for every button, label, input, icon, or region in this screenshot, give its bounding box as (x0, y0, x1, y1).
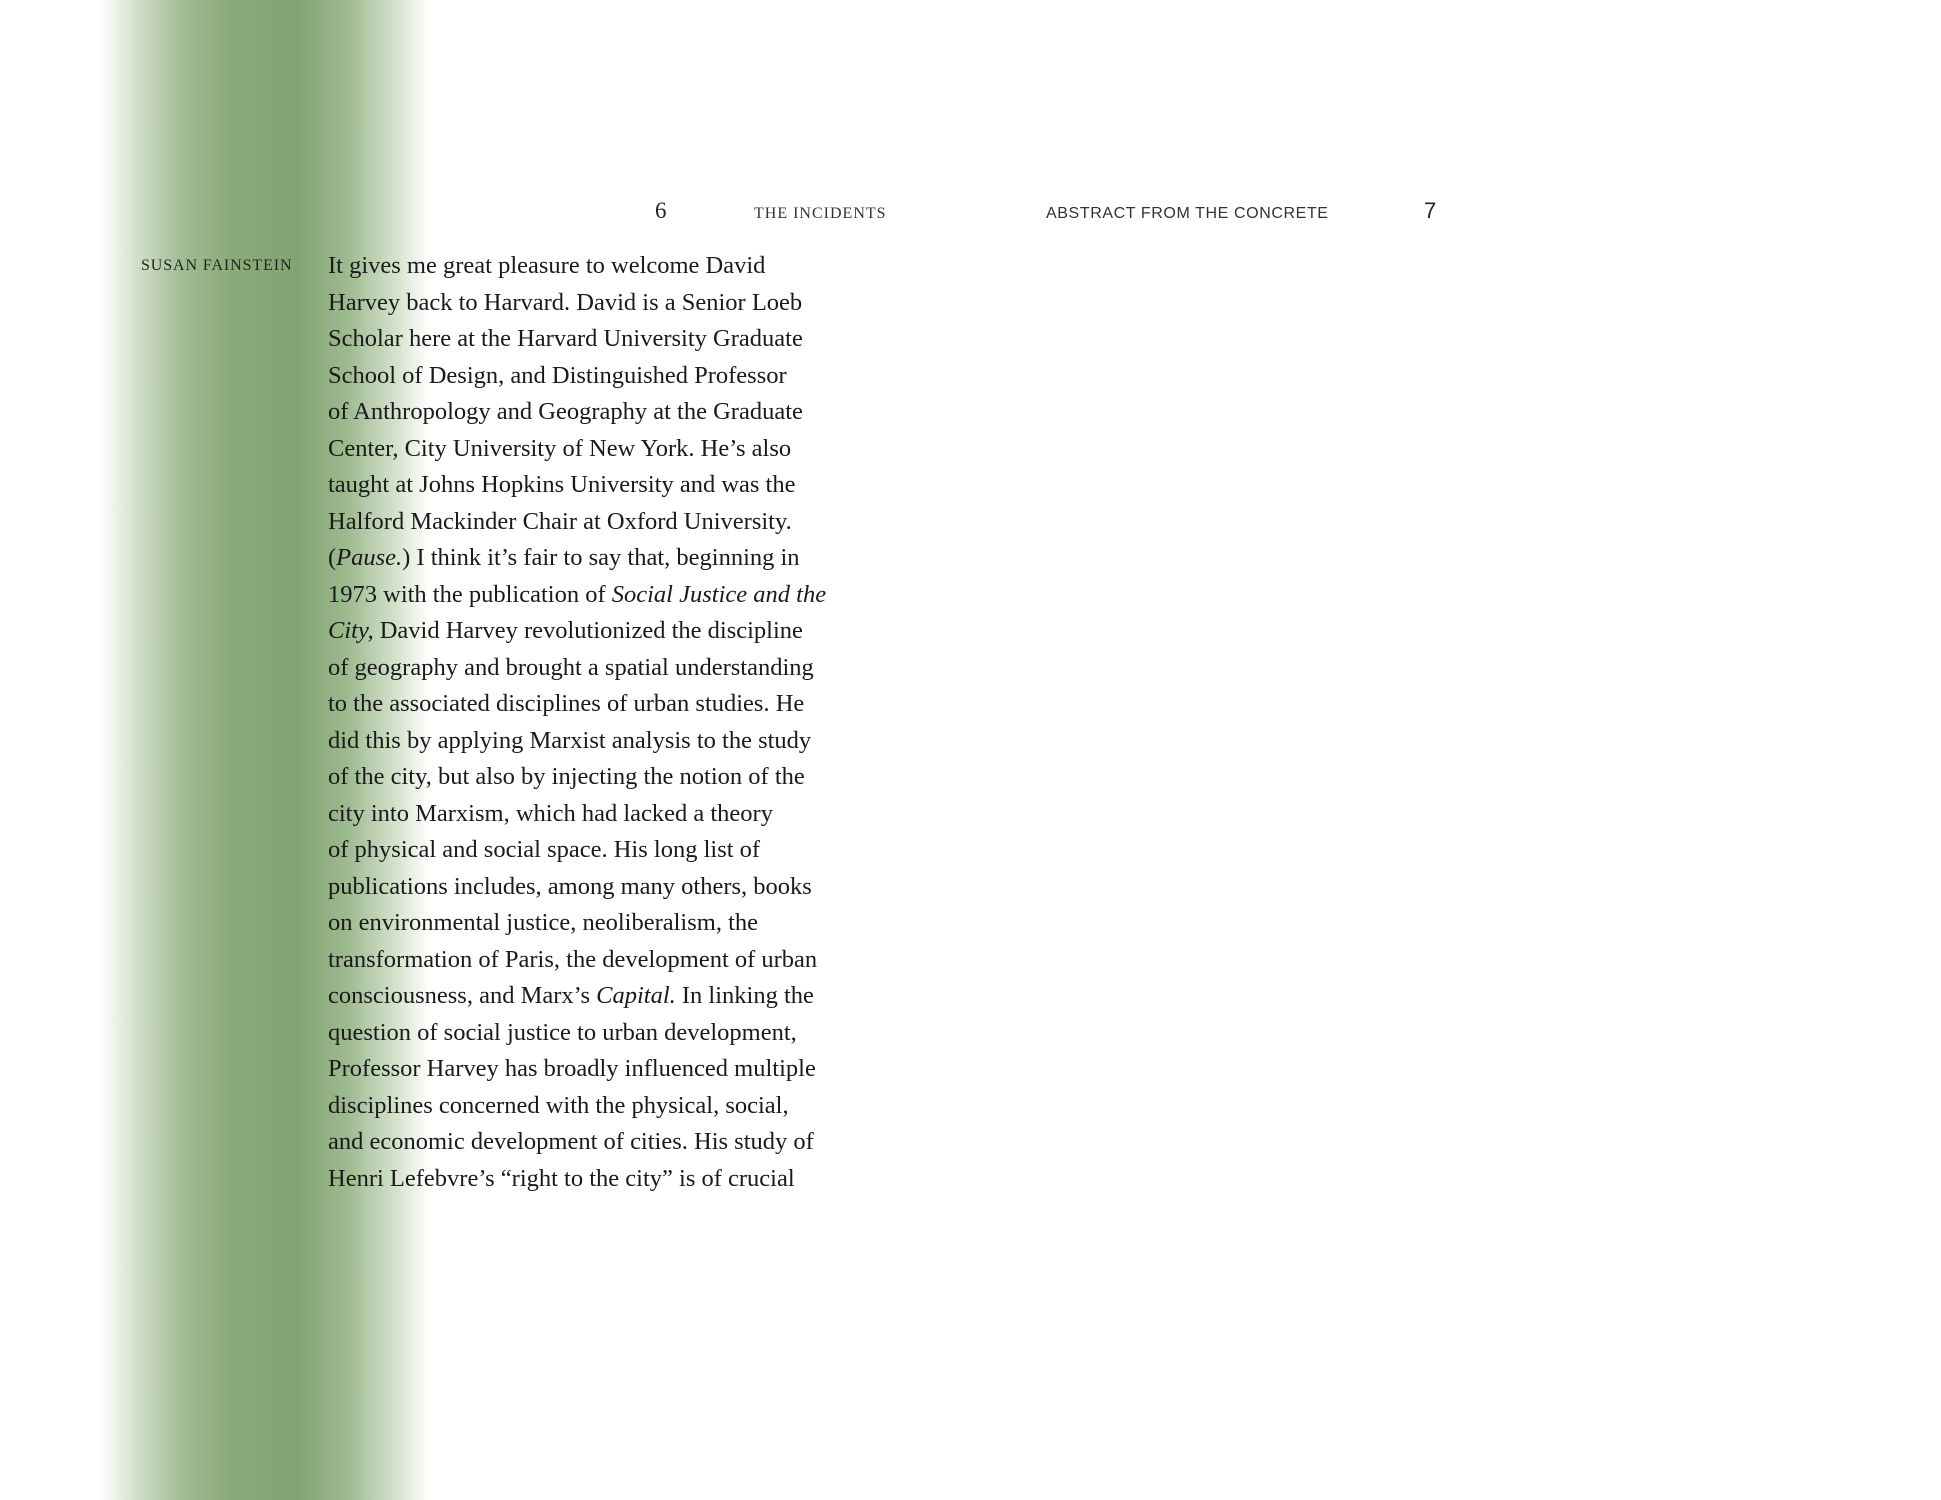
text-line: transformation of Paris, the development of urban (328, 945, 818, 973)
text-line: Center, City University of New York. He’s also (328, 434, 792, 462)
text-line: did this by applying Marxist analysis to the study (328, 726, 812, 754)
italic-pause: Pause. (336, 544, 403, 571)
text-line: (Pause.) I think it’s fair to say that, beginning in (328, 544, 800, 571)
text-line: Harvey back to Harvard. David is a Senior Loeb (328, 288, 803, 316)
italic-book-title-end: City, (328, 617, 374, 644)
text-line: city into Marxism, which had lacked a theory (328, 799, 773, 827)
body-paragraph (328, 248, 888, 1197)
text-line: to the associated disciplines of urban studies. He (328, 690, 805, 717)
text-line: question of social justice to urban development, (328, 1018, 797, 1046)
text-line: It gives me great pleasure to welcome David (328, 252, 766, 279)
left-running-head: THE INCIDENTS (754, 205, 887, 222)
text-line: 1973 with the publication of Social Justice and the (328, 580, 827, 608)
text-line: City, David Harvey revolutionized the discipline (328, 617, 803, 644)
text-line: of the city, but also by injecting the notion of the (328, 763, 805, 790)
left-page-number: 6 (655, 198, 667, 223)
text-line: of geography and brought a spatial understanding (328, 653, 814, 681)
text-line: Henri Lefebvre’s “right to the city” is of crucial (328, 1164, 795, 1192)
italic-capital: Capital. (596, 982, 676, 1009)
text-line: School of Design, and Distinguished Professor (328, 361, 787, 389)
right-running-head: ABSTRACT FROM THE CONCRETE (1046, 205, 1329, 222)
text-line: taught at Johns Hopkins University and was the (328, 471, 796, 498)
text-line: Scholar here at the Harvard University Graduate (328, 325, 803, 352)
italic-book-title: Social Justice and the (611, 580, 827, 608)
text-line: consciousness, and Marx’s Capital. In linking the (328, 982, 814, 1009)
text-line: of physical and social space. His long list of (328, 836, 761, 863)
text-line: Professor Harvey has broadly influenced multiple (328, 1055, 816, 1082)
right-page-number: 7 (1424, 198, 1437, 223)
text-line: publications includes, among many others, books (328, 872, 812, 900)
speaker-name: SUSAN FAINSTEIN (141, 257, 293, 274)
text-line: of Anthropology and Geography at the Graduate (328, 398, 803, 425)
text-line: disciplines concerned with the physical, social, (328, 1091, 789, 1119)
text-line: Halford Mackinder Chair at Oxford University. (328, 507, 792, 535)
text-line: and economic development of cities. His study of (328, 1128, 814, 1155)
text-line: on environmental justice, neoliberalism, the (328, 909, 758, 936)
